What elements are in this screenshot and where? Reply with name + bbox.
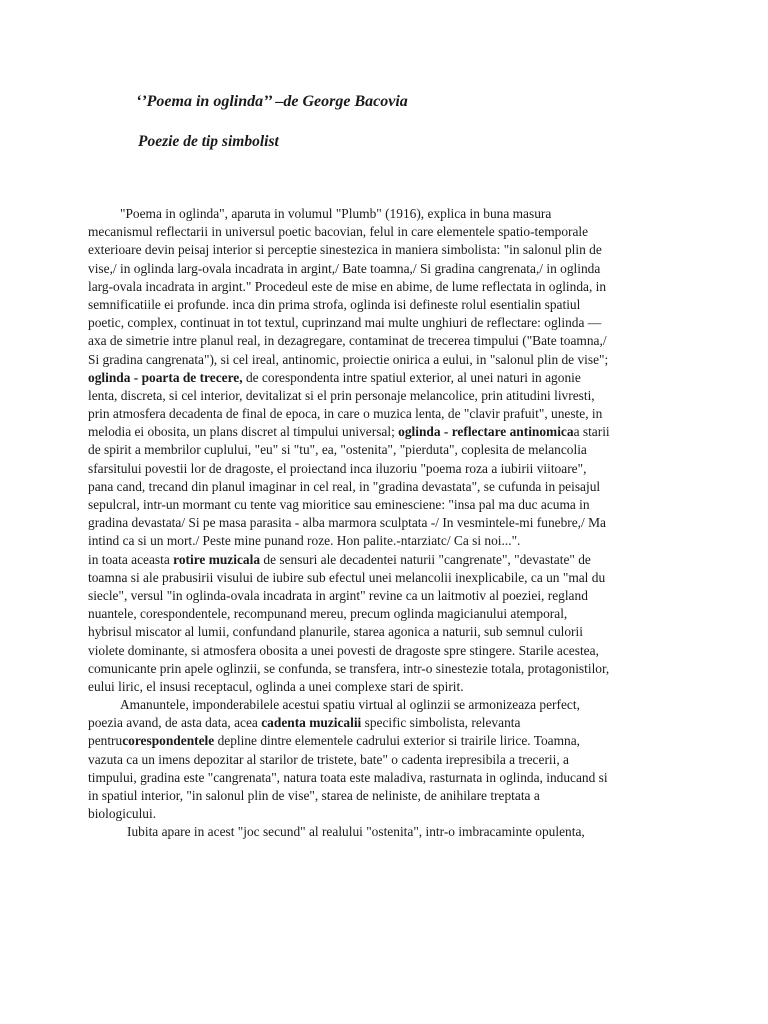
text-run: violete dominante, si atmosfera obosita a unei povesti de dragoste spre stingere. Starile acestea, (88, 642, 599, 658)
text-run: de corespondenta intre spatiul exterior, al unei naturi in agonie (242, 369, 581, 385)
text-run: pana cand, trecand din planul imaginar in cel real, in "gradina devastata", se cufunda in peisajul (88, 478, 601, 494)
text-line (88, 623, 682, 641)
text-run: larg-ovala incadrata in argint." Procedeul este de mise en abime, de lume reflectata in oglinda, in (88, 278, 607, 294)
text-run: de spirit a membrilor cuplului, "eu" si "tu", ea, "ostenita", "pierduta", coplesita de melancolia (88, 442, 587, 458)
text-line (88, 241, 682, 259)
text-line (88, 441, 682, 459)
text-line (88, 387, 682, 405)
text-run: axa de simetrie intre planul real, in dezagregare, contaminat de trecerea timpului ("Bate toamna,/ (88, 333, 607, 349)
text-run: semnificatiile ei profunde. inca din prima strofa, oglinda isi defineste rolul esentialin spatiul (88, 296, 581, 312)
document-subtitle: Poezie de tip simbolist (138, 133, 279, 150)
text-line (88, 751, 682, 769)
text-run: exterioare devin peisaj interior si perceptie sinestezica in maniera simbolista: "in salonul plin de (88, 242, 602, 258)
text-line (88, 660, 682, 678)
text-line (88, 423, 682, 441)
text-run: in spatiul interior, "in salonul plin de vise", starea de neliniste, de anihilare treptata a (88, 788, 540, 803)
text-line (88, 514, 682, 532)
bold-phrase: oglinda - poarta de trecere, (88, 369, 243, 385)
text-line (88, 405, 682, 423)
document-title: ‘’Poema in oglinda’’ –de George Bacovia (136, 93, 408, 110)
text-run: prin atmosfera decadenta de final de epoca, in care o muzica lenta, de "clavir prafuit", uneste, in (88, 406, 603, 422)
text-line (88, 823, 682, 841)
text-run: melodia ei obosita, un plans discret al timpului universal; (88, 424, 399, 440)
text-line (88, 532, 682, 550)
text-run: Iubita apare in acest "joc secund" al realului "ostenita", intr-o imbracaminte opulenta, (127, 824, 585, 840)
text-line (88, 805, 682, 823)
text-run: vazuta ca un imens depozitar al starilor de tristete, bate" o cadenta irepresibila a trecerii, a (88, 751, 569, 767)
text-run: hybrisul miscator al lumii, confundand planurile, starea agonica a naturii, sub semnul culorii (88, 624, 583, 640)
text-line (88, 714, 682, 732)
bold-phrase: corespondentele (122, 733, 215, 749)
document-body (88, 205, 682, 842)
text-run: in toata aceasta (88, 551, 174, 567)
text-line (88, 642, 682, 660)
text-run: lenta, discreta, si cel interior, devitalizat si el prin personaje melancolice, prin atitudini livresti, (88, 387, 595, 403)
text-run: eului liric, el insusi receptacul, oglinda a unei complexe stari de spirit. (88, 678, 464, 694)
text-run: pentru (88, 733, 123, 749)
text-line (88, 314, 682, 332)
text-run: de sensuri ale decadentei naturii "cangrenate", "devastate" de (260, 551, 591, 567)
text-run: depline dintre elementele cadrului exterior si trairile lirice. Toamna, (214, 733, 581, 749)
text-run: a starii (573, 424, 610, 440)
text-run: intind ca si un mort./ Peste mine punand roze. Hon palite.-ntarziatc/ Ca si noi...". (88, 533, 521, 549)
text-line (88, 369, 682, 387)
text-run: poetic, complex, continuat in tot textul, cuprinzand mai multe unghiuri de reflectare: oglinda — (88, 315, 602, 331)
bold-phrase: oglinda - reflectare antinomica (398, 424, 574, 440)
text-run: sepulcral, intr-un mormant cu tente vag mioritice sau eminesciene: "insa pal ma duc acuma in (88, 497, 590, 512)
text-run: siecle", versul "in oglinda-ovala incadrata in argint" revine ca un laitmotiv al poeziei, regland (88, 587, 588, 603)
text-line (88, 787, 682, 805)
text-line (88, 605, 682, 623)
text-line (88, 460, 682, 478)
text-run: specific simbolista, relevanta (361, 715, 521, 731)
text-line (88, 478, 682, 496)
text-line (88, 587, 682, 605)
text-run: nuantele, corespondentele, recompunand mereu, precum oglinda magicianului atemporal, (88, 606, 568, 622)
text-run: vise,/ in oglinda larg-ovala incadrata in argint,/ Bate toamna,/ Si gradina cangrenata,/ in oglinda (88, 260, 601, 276)
text-line (88, 223, 682, 241)
text-run: sfarsitului povestii lor de dragoste, el proiectand inca iluzoriu "poema roza a iubirii viitoare", (88, 460, 587, 476)
text-line (88, 496, 682, 514)
text-run: Amanuntele, imponderabilele acestui spatiu virtual al oglinzii se armonizeaza perfect, (120, 697, 580, 713)
text-run: poezia avand, de asta data, acea (88, 715, 262, 731)
text-line (88, 260, 682, 278)
text-line (88, 678, 682, 696)
text-run: timpului, gradina este "cangrenata", natura toata este maladiva, rasturnata in oglinda, inducand si (88, 769, 608, 785)
text-run: "Poema in oglinda", aparuta in volumul "Plumb" (1916), explica in buna masura (120, 206, 552, 221)
text-line (88, 351, 682, 369)
text-run: comunicante prin apele oglinzii, se confunda, se transfera, intr-o sinestezie totala, protagonistilor, (88, 660, 610, 676)
text-line (88, 296, 682, 314)
text-run: gradina devastata/ Si pe masa parasita - alba marmora sculptata -/ In vesmintele-mi funebre,/ Ma (88, 515, 606, 531)
text-line (88, 551, 682, 569)
text-line (88, 332, 682, 350)
bold-phrase: rotire muzicala (173, 551, 261, 567)
text-line (88, 769, 682, 787)
text-line (88, 278, 682, 296)
text-line (88, 696, 682, 714)
text-line (88, 732, 682, 750)
text-run: mecanismul reflectarii in universul poetic bacovian, felul in care elementele spatio-temporale (88, 224, 589, 240)
text-run: toamna si ale prabusirii visului de iubire sub efectul unei melancolii inexplicabile, ca un "mal du (88, 569, 606, 585)
text-run: biologicului. (88, 806, 157, 822)
text-line (88, 569, 682, 587)
text-line (88, 205, 682, 223)
bold-phrase: cadenta muzicalii (261, 715, 362, 731)
text-run: Si gradina cangrenata"), si cel ireal, antinomic, proiectie onirica a eului, in "salonul plin de vise"; (88, 351, 609, 367)
